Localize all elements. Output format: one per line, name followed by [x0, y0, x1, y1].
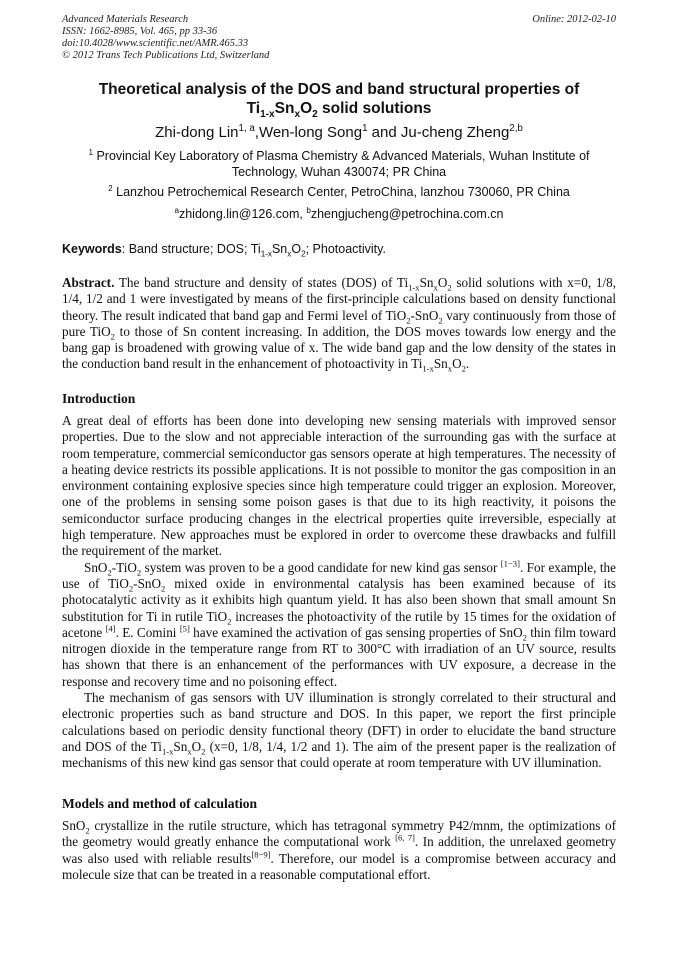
- paper-title: [62, 80, 616, 121]
- affiliation-2: $^2$ Lanzhou Petrochemical Research Center, PetroChina, lanzhou 730060, PR China: [108, 183, 570, 199]
- affiliation-1: $^1$ Provincial Key Laboratory of Plasma Chemistry & Advanced Materials, Wuhan Institute of Technology, Wuhan 430074; PR China: [88, 147, 590, 179]
- models-paragraph-1: SnO$_2$ crystallize in the rutile structure, which has tetragonal symmetry P42/mnm, the optimizations of the geometry would greatly enhance the computational work [6, 7]. In addition, the unrelaxed geometry was also used with reliable results[8−9]. Therefore, our model is a compromise between accuracy and molecule size that can be treated in a reasonable computational effort.: [62, 818, 617, 882]
- author-emails: $^a$zhidong.lin@126.com, $^b$zhengjucheng@petrochina.com.cn: [174, 205, 504, 221]
- keywords: Keywords: Band structure; DOS; $Ti_{1-x}Sn_xO_2$; Photoactivity.: [62, 242, 386, 259]
- citation-6-7[interactable]: [6, 7]: [395, 832, 415, 843]
- citation-8-9[interactable]: [8−9]: [251, 849, 271, 860]
- abstract: Abstract. The band structure and density of states (DOS) of $Ti_{1-x}Sn_xO_2$ solid solutions with x=0, 1/8, 1/4, 1/2 and 1 were investigated by means of the first-principle calculations based on density functional theory. The result indicated that band gap and Fermi level of TiO$_2$-SnO$_2$ vary continuously from those of pure TiO$_2$ to those of Sn content increasing. In addition, the DOS moves towards low energy and the bang gap is broadened with growing value of x. The wide band gap and the low density of the states in the conduction band result in the enhancement of photoactivity in $Ti_{1-x}Sn_xO_2$.: [62, 275, 617, 375]
- running-header: [62, 14, 616, 62]
- online-date: Online: 2012-02-10: [532, 14, 616, 25]
- models-section: [62, 818, 616, 883]
- section-heading-introduction: Introduction: [62, 391, 136, 406]
- intro-paragraph-1: A great deal of efforts has been done into developing new sensing materials with improved sensor properties. Due to the slow and not appreciable interaction of the surrounding gas with the surface at room temperature, commercial semiconductor gas sensors operate at high temperatures. The necessity of a heating device restricts its possible applications. It is not possible to monitor the gas composition in an environment containing explosive species since high temperature could trigger an explosion. Moreover, one of the problems in sensing some poison gases is that due to its high reactivity, it poisons the semiconductor surface producing changes in the electrical properties quite irreversible, especially at high temperature. New approaches must be explored in order to overcome these drawbacks and fulfill the requirement of the market.: [62, 413, 616, 559]
- section-heading-models: Models and method of calculation: [62, 796, 258, 811]
- author-list: Zhi-dong Lin$^{1, a}$,Wen-long Song$^1$ and Ju-cheng Zheng$^{2,b}$: [155, 123, 523, 141]
- introduction-section: [62, 413, 616, 772]
- keywords-label: Keywords: [62, 242, 122, 256]
- copyright-line: © 2012 Trans Tech Publications Ltd, Switzerland: [62, 50, 270, 61]
- issn-line: ISSN: 1662-8985, Vol. 465, pp 33-36: [62, 26, 218, 37]
- email-b-link[interactable]: zhengjucheng@petrochina.com.cn: [310, 207, 504, 221]
- journal-name: Advanced Materials Research: [62, 14, 189, 25]
- intro-paragraph-3: The mechanism of gas sensors with UV illumination is strongly correlated to their structural and electronic properties such as band structure and DOS. In this paper, we report the first principle calculations based on periodic density functional theory (DFT) in order to elucidate the band structure and DOS of the $Ti_{1-x}Sn_xO_2$ (x=0, 1/8, 1/4, 1/2 and 1). The aim of the present paper is the realization of mechanisms of this new kind gas sensor that could operate at room temperature with UV illumination.: [62, 690, 616, 771]
- abstract-label: Abstract.: [62, 275, 115, 290]
- intro-paragraph-2: SnO$_2$-TiO$_2$ system was proven to be a good candidate for new kind gas sensor [1−3]. For example, the use of TiO$_2$-SnO$_2$ mixed oxide in environmental catalysis has been examined because of its photocatalytic activity as it exhibits high quantum yield. It has also been shown that small amount Sn substitution for Ti in rutile TiO$_2$ increases the photoactivity of the rutile by 15 times for the oxidation of acetone [4]. E. Comini [5] have examined the activation of gas sensing properties of SnO$_2$ thin film toward nitrogen dioxide in the temperature range from RT to 300°C with irradiation of an UV source, results has shown that there is an enhancement of the performances with UV exposure, a decrease in the response and recovery time and no poisoning effect.: [62, 558, 617, 689]
- title-line-1: Theoretical analysis of the DOS and band structural properties of: [98, 81, 580, 98]
- doi-line: doi:10.4028/www.scientific.net/AMR.465.33: [62, 38, 249, 49]
- email-a-link[interactable]: zhidong.lin@126.com,: [178, 207, 307, 221]
- title-line-2: $Ti_{1-x}Sn_xO_2$ solid solutions: [246, 100, 432, 121]
- citation-5[interactable]: [5]: [179, 623, 190, 634]
- citation-4[interactable]: [4]: [105, 623, 116, 634]
- citation-1-3[interactable]: [1−3]: [500, 558, 520, 569]
